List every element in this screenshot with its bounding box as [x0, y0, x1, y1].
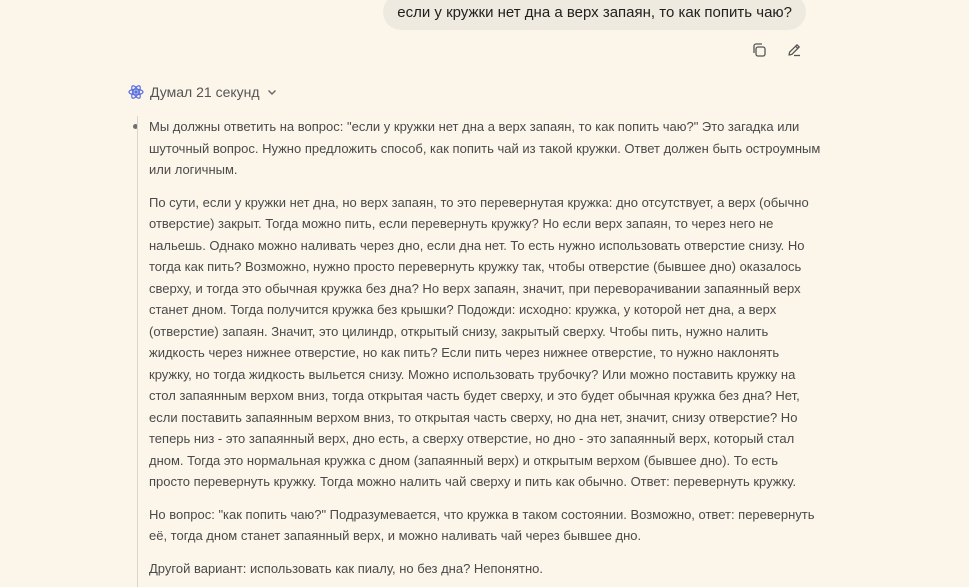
atom-icon [128, 84, 144, 100]
copy-button[interactable] [749, 40, 768, 59]
copy-icon [751, 42, 767, 58]
thought-paragraph: Но вопрос: "как попить чаю?" Подразумевается, что кружка в таком состоянии. Возможно, ответ: перевернуть её, тогда дном станет запаянный верх, и можно наливать чай через бывшее дно. [149, 506, 815, 543]
user-message-text: если у кружки нет дна а верх запаян, то как попить чаю? [397, 3, 792, 21]
thought-paragraph: Мы должны ответить на вопрос: "если у кружки нет дна а верх запаян, то как попить чаю?" Это загадка или шуточный вопрос. Нужно предложить способ, как попить чай из такой кружки. Ответ должен быть остроумным или логичным. [149, 119, 821, 177]
edit-button[interactable] [784, 40, 803, 59]
message-actions [749, 40, 803, 59]
thought-content [137, 116, 821, 587]
thought-toggle[interactable] [128, 84, 278, 100]
edit-icon [786, 42, 802, 58]
thought-label: Думал 21 секунд [150, 84, 260, 100]
thought-paragraph: Другой вариант: использовать как пиалу, но без дна? Непонятно. [149, 560, 544, 576]
thought-paragraph: По сути, если у кружки нет дна, но верх запаян, то это перевернутая кружка: дно отсутствует, а верх (обычно отверстие) закрыт. Тогда можно пить, если перевернуть кружку? Но если верх запаян, то через него не нальешь. Однако можно наливать через дно, если дна нет. То есть нужно использовать отверстие снизу. Но тогда как пить? Возможно, нужно просто перевернуть кружку так, чтобы отверстие (бывшее дно) оказалось сверху, и тогда это обычная кружка без дна? Но верх запаян, значит, при переворачивании запаянный верх станет дном. Тогда получится кружка без крышки? Подожди: исходно: кружка, у которой нет дна, а верх (отверстие) запаян. Значит, это цилиндр, открытый снизу, закрытый сверху. Чтобы пить, нужно налить жидкость через нижнее отверстие, но как пить? Если пить через нижнее отверстие, то нужно наклонять кружку, но тогда жидкость выльется снизу. Можно использовать трубочку? Или можно поставить кружку на стол запаянным верхом вниз, тогда открытая часть будет сверху, и это будет обычная кружка без дна? Нет, если поставить запаянным верхом вниз, то открытая часть сверху, но дна нет, значит, снизу отверстие? Но теперь низ - это запаянный верх, дно есть, а сверху отверстие, но дно - это запаянный верх, который стал дном. Тогда это нормальная кружка с дном (запаянный верх) и открытым верхом (бывшее дно). То есть просто перевернуть кружку. Тогда можно налить чай сверху и пить как обычно. Ответ: перевернуть кружку. [149, 194, 809, 489]
chevron-down-icon [266, 86, 278, 98]
user-message-bubble [383, 0, 806, 30]
